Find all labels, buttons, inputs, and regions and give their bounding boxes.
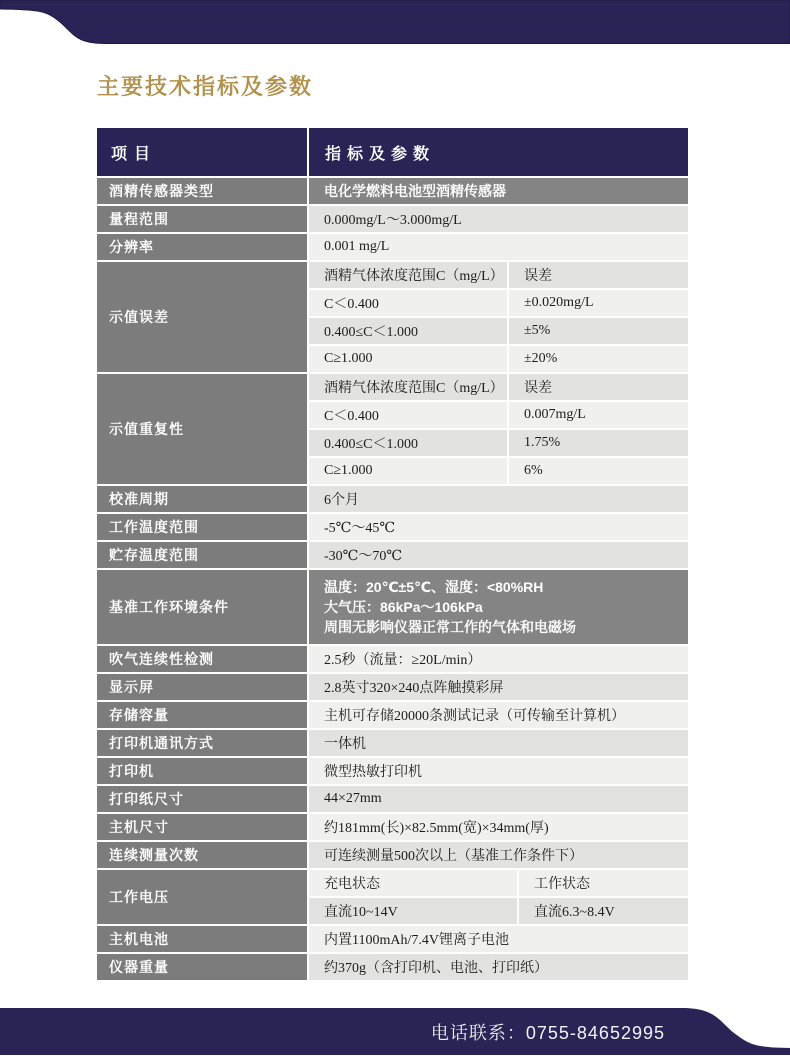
sub-cell: 直流10~14V (309, 898, 517, 924)
row-value: 电化学燃料电池型酒精传感器 (309, 178, 688, 204)
row-value: -5℃～45℃ (309, 514, 688, 540)
row-value: 一体机 (309, 730, 688, 756)
sub-cell: 酒精气体浓度范围C（mg/L） (309, 374, 507, 400)
row-label: 打印机通讯方式 (97, 730, 307, 756)
table-row (97, 646, 688, 672)
sub-cell: C≥1.000 (309, 458, 507, 484)
row-label: 分辨率 (97, 234, 307, 260)
sub-row (309, 290, 688, 316)
row-value: 6个月 (309, 486, 688, 512)
sub-cell: C＜0.400 (309, 290, 507, 316)
sub-cell: 误差 (509, 262, 688, 288)
sub-cell: ±0.020mg/L (509, 290, 688, 316)
sub-cell: C≥1.000 (309, 346, 507, 372)
spec-table (97, 128, 688, 982)
row-value (309, 570, 688, 644)
table-row (97, 842, 688, 868)
sub-row (309, 346, 688, 372)
row-label: 连续测量次数 (97, 842, 307, 868)
table-row (97, 542, 688, 568)
table-row (97, 702, 688, 728)
sub-cell: ±20% (509, 346, 688, 372)
row-label: 校准周期 (97, 486, 307, 512)
sub-row (309, 430, 688, 456)
row-label: 主机尺寸 (97, 814, 307, 840)
row-label: 酒精传感器类型 (97, 178, 307, 204)
row-label: 基准工作环境条件 (97, 570, 307, 644)
header-col-item: 项目 (97, 128, 307, 176)
sub-cell: 0.007mg/L (509, 402, 688, 428)
table-row (97, 178, 688, 204)
sub-table (309, 374, 688, 484)
sub-cell: 0.400≤C＜1.000 (309, 318, 507, 344)
row-label: 示值误差 (97, 262, 307, 372)
row-label: 工作温度范围 (97, 514, 307, 540)
sub-cell: 工作状态 (519, 870, 688, 896)
sub-cell: 误差 (509, 374, 688, 400)
table-row-indication-error (97, 262, 688, 372)
sub-row (309, 262, 688, 288)
table-row (97, 486, 688, 512)
sub-cell: 0.400≤C＜1.000 (309, 430, 507, 456)
row-label: 存储容量 (97, 702, 307, 728)
row-label: 量程范围 (97, 206, 307, 232)
row-value: 0.000mg/L～3.000mg/L (309, 206, 688, 232)
row-value: 2.5秒（流量：≥20L/min） (309, 646, 688, 672)
sub-table (309, 870, 688, 924)
row-label: 仪器重量 (97, 954, 307, 980)
row-label: 打印纸尺寸 (97, 786, 307, 812)
table-header-row (97, 128, 688, 176)
row-value: 44×27mm (309, 786, 688, 812)
env-line: 周围无影响仪器正常工作的气体和电磁场 (324, 619, 576, 636)
sub-cell: 1.75% (509, 430, 688, 456)
row-value: -30℃～70℃ (309, 542, 688, 568)
sub-cell: ±5% (509, 318, 688, 344)
table-row (97, 206, 688, 232)
table-row (97, 926, 688, 952)
row-value: 约370g（含打印机、电池、打印纸） (309, 954, 688, 980)
row-label: 工作电压 (97, 870, 307, 924)
row-value: 微型热敏打印机 (309, 758, 688, 784)
row-value: 内置1100mAh/7.4V锂离子电池 (309, 926, 688, 952)
env-line: 温度：20℃±5℃、湿度：<80%RH (324, 578, 544, 595)
env-line: 大气压：86kPa～106kPa (324, 598, 483, 615)
table-row (97, 730, 688, 756)
sub-table (309, 262, 688, 372)
table-row (97, 954, 688, 980)
header-col-spec: 指标及参数 (309, 128, 688, 176)
row-label: 吹气连续性检测 (97, 646, 307, 672)
table-row (97, 758, 688, 784)
sub-row (309, 870, 688, 896)
table-row (97, 814, 688, 840)
top-corner-band (0, 0, 790, 47)
row-label: 贮存温度范围 (97, 542, 307, 568)
table-row (97, 514, 688, 540)
sub-cell: 充电状态 (309, 870, 517, 896)
sub-row (309, 374, 688, 400)
page-title: 主要技术指标及参数 (97, 74, 314, 99)
sub-cell: 6% (509, 458, 688, 484)
table-row-voltage (97, 870, 688, 924)
sub-row (309, 402, 688, 428)
row-label: 打印机 (97, 758, 307, 784)
table-row-reference-environment (97, 570, 688, 644)
row-value: 0.001 mg/L (309, 234, 688, 260)
row-label: 显示屏 (97, 674, 307, 700)
sub-row (309, 898, 688, 924)
row-label: 示值重复性 (97, 374, 307, 484)
row-value: 可连续测量500次以上（基准工作条件下） (309, 842, 688, 868)
table-row (97, 234, 688, 260)
sub-row (309, 318, 688, 344)
table-row (97, 786, 688, 812)
table-row-repeatability (97, 374, 688, 484)
row-value: 2.8英寸320×240点阵触摸彩屏 (309, 674, 688, 700)
sub-row (309, 458, 688, 484)
row-value: 约181mm(长)×82.5mm(宽)×34mm(厚) (309, 814, 688, 840)
row-label: 主机电池 (97, 926, 307, 952)
table-row (97, 674, 688, 700)
sub-cell: C＜0.400 (309, 402, 507, 428)
sub-cell: 酒精气体浓度范围C（mg/L） (309, 262, 507, 288)
sub-cell: 直流6.3~8.4V (519, 898, 688, 924)
row-value: 主机可存储20000条测试记录（可传输至计算机） (309, 702, 688, 728)
contact-phone: 电话联系：0755-84652995 (430, 1022, 665, 1043)
